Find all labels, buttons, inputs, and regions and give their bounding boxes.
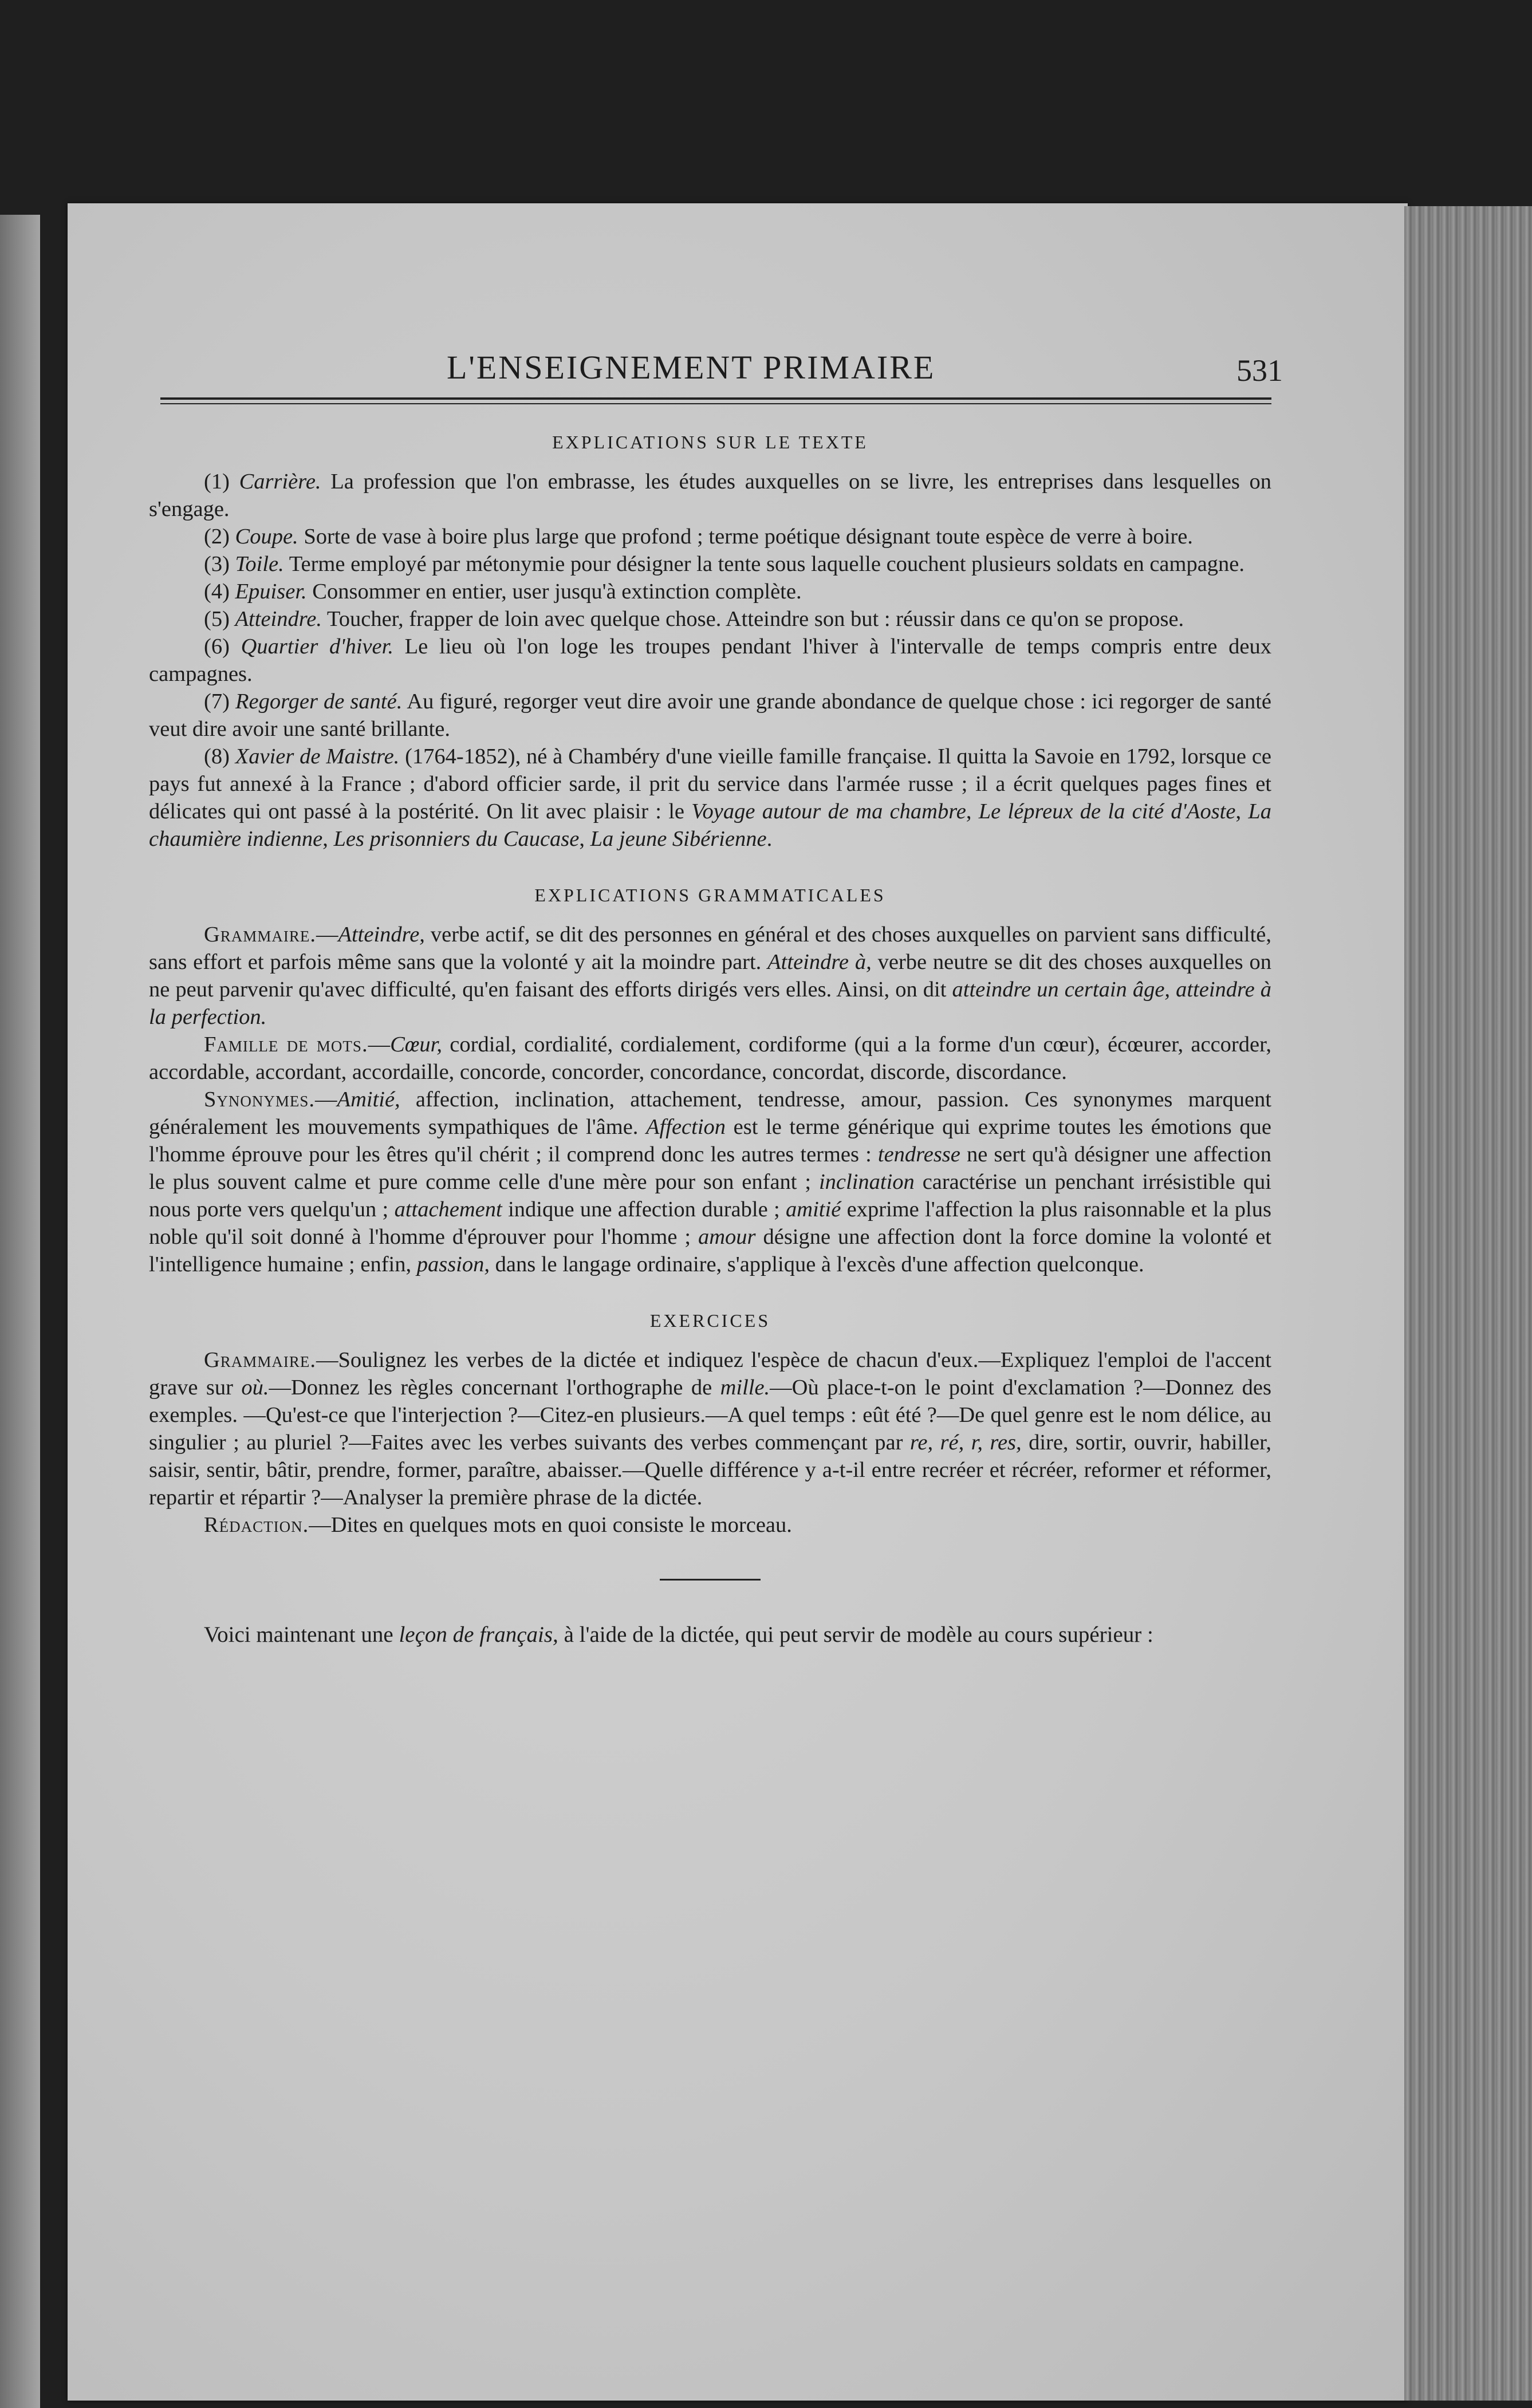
famille-paragraph: Famille de mots.—Cœur, cordial, cordialité, cordialement, cordiforme (qui a la forme d'un cœur), écœurer, accorder, accordable, accordant, accordaille, concorde, concorder, concordance, concordat, discorde, discordance.: [149, 1032, 1271, 1084]
running-head-title: L'ENSEIGNEMENT PRIMAIRE: [447, 349, 936, 386]
exercises: [149, 1346, 1271, 1539]
note-item: (5) Atteindre. Toucher, frapper de loin avec quelque chose. Atteindre son but : réussir dans ce qu'on se propose.: [204, 607, 1184, 631]
work-title: Voyage autour de ma chambre: [691, 799, 966, 823]
work-title: La chaumière indienne: [149, 799, 1272, 851]
note-term: Coupe.: [235, 525, 298, 549]
closing-paragraph: Voici maintenant une leçon de français, à l'aide de la dictée, qui peut servir de modèle au cours supérieur :: [204, 1622, 1153, 1647]
paragraph-label: Grammaire.: [204, 923, 316, 947]
paragraph-label: Famille de mots.: [204, 1032, 368, 1057]
facing-page-edge: [0, 215, 40, 2408]
exercise-redaction: Rédaction.—Dites en quelques mots en quoi consiste le morceau.: [204, 1513, 792, 1537]
section-title-explications-texte: EXPLICATIONS SUR LE TEXTE: [552, 432, 868, 452]
note-item: (3) Toile. Terme employé par métonymie pour désigner la tente sous laquelle couchent plusieurs soldats en campagne.: [204, 552, 1245, 576]
page-content: [149, 321, 1283, 1649]
section-gap: [149, 1278, 1271, 1310]
note-term: Epuiser.: [235, 580, 307, 604]
work-title: La jeune Sibérienne: [590, 827, 767, 851]
work-title: Le lépreux de la cité d'Aoste: [978, 799, 1236, 823]
notes-list: [149, 468, 1271, 853]
running-head: [149, 321, 1283, 389]
note-term: Carrière.: [239, 470, 321, 494]
note-item: (6) Quartier d'hiver. Le lieu où l'on loge les troupes pendant l'hiver à l'intervalle de temps compris entre deux campagnes.: [149, 634, 1271, 686]
grammar-explanations: [149, 921, 1271, 1278]
page-stack-edge: [1404, 206, 1532, 2401]
note-item: (4) Epuiser. Consommer en entier, user jusqu'à extinction complète.: [204, 580, 802, 604]
exercise-grammaire: Grammaire.—Soulignez les verbes de la dictée et indiquez l'espèce de chacun d'eux.—Expliquez l'emploi de l'accent grave sur où.—Donnez les règles concernant l'orthographe de mille.—Où place-t-on le point d'exclamation ?—Donnez des exemples. —Qu'est-ce que l'interjection ?—Citez-en plusieurs.—A quel temps : eût été ?—De quel genre est le nom délice, au singulier ; au pluriel ?—Faites avec les verbes suivants des verbes commençant par re, ré, r, res, dire, sortir, ouvrir, habiller, saisir, sentir, bâtir, prendre, former, paraître, abaisser.—Quelle différence y a-t-il entre recréer et récréer, reformer et réformer, repartir et répartir ?—Analyser la première phrase de la dictée.: [149, 1348, 1271, 1510]
note-item: (8) Xavier de Maistre. (1764-1852), né à Chambéry d'une vieille famille française. Il quitta la Savoie en 1792, lorsque ce pays fut annexé à la France ; d'abord officier sarde, il prit du service dans l'armée russe ; il a écrit quelques pages fines et délicates qui ont passé à la postérité. On lit avec plaisir : le Voyage autour de ma chambre, Le lépreux de la cité d'Aoste, La chaumière indienne, Les prisonniers du Caucase, La jeune Sibérienne.: [149, 744, 1272, 851]
grammaire-paragraph: Grammaire.—Atteindre, verbe actif, se dit des personnes en général et des choses auxquelles on parvient sans difficulté, sans effort et parfois même sans que la volonté y ait la moindre part. Atteindre à, verbe neutre se dit des choses auxquelles on ne peut parvenir qu'avec difficulté, qu'en faisant des efforts dirigés vers elles. Ainsi, on dit atteindre un certain âge, atteindre à la perfection.: [149, 923, 1271, 1029]
note-term: Xavier de Maistre.: [235, 744, 400, 768]
note-term: Quartier d'hiver.: [241, 634, 393, 659]
note-item: (1) Carrière. La profession que l'on embrasse, les études auxquelles on se livre, les entreprises dans lesquelles on s'engage.: [149, 470, 1271, 521]
synonymes-paragraph: Synonymes.—Amitié, affection, inclination, attachement, tendresse, amour, passion. Ces synonymes marquent généralement les mouvements sympathiques de l'âme. Affection est le terme générique qui exprime toutes les émotions que l'homme éprouve pour les êtres qu'il chérit ; il comprend donc les autres termes : tendresse ne sert qu'à désigner une affection le plus souvent calme et pure comme celle d'une mère pour son enfant ; inclination caractérise un penchant irrésistible qui nous porte vers quelqu'un ; attachement indique une affection durable ; amitié exprime l'affection la plus raisonnable et la plus noble qu'il soit donné à l'homme d'éprouver pour l'homme ; amour désigne une affection dont la force domine la volonté et l'intelligence humaine ; enfin, passion, dans le langage ordinaire, s'applique à l'excès d'une affection quelconque.: [149, 1087, 1272, 1276]
note-term: Regorger de santé.: [235, 689, 403, 714]
note-item: (2) Coupe. Sorte de vase à boire plus large que profond ; terme poétique désignant toute espèce de verre à boire.: [204, 525, 1193, 549]
section-gap: [149, 853, 1271, 885]
section-title-exercices: EXERCICES: [649, 1310, 771, 1331]
note-term: Atteindre.: [235, 607, 322, 631]
separator-rule: [660, 1579, 761, 1581]
section-title-explications-grammaticales: EXPLICATIONS GRAMMATICALES: [534, 885, 886, 905]
note-term: Toile.: [235, 552, 284, 576]
paragraph-label: Synonymes.: [204, 1087, 316, 1112]
paragraph-label: Rédaction.: [204, 1513, 309, 1537]
note-item: (7) Regorger de santé. Au figuré, regorger veut dire avoir une grande abondance de quelque chose : ici regorger de santé veut dire avoir une santé brillante.: [149, 689, 1271, 741]
work-title: Les prisonniers du Caucase: [333, 827, 580, 851]
paragraph-label: Grammaire.: [204, 1348, 316, 1372]
header-double-rule: [160, 397, 1271, 404]
page-number: 531: [1236, 353, 1283, 388]
